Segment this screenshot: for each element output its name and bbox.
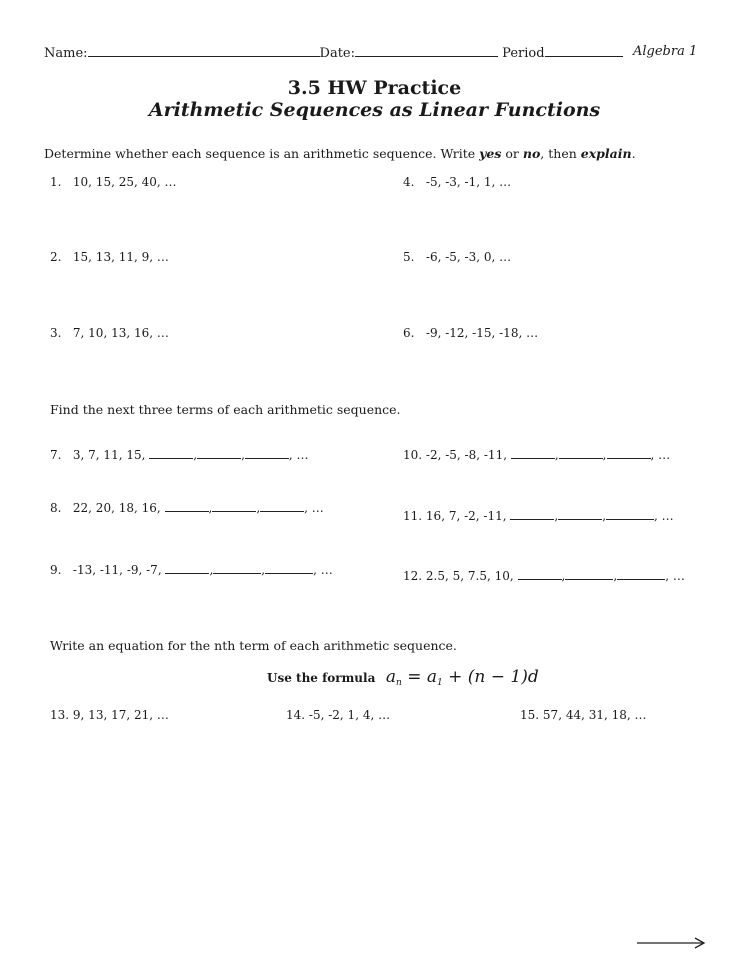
problem-10: 10. -2, -5, -8, -11, , , , … <box>403 448 671 462</box>
problem-1: 1. 10, 15, 25, 40, … <box>50 175 177 189</box>
answer-blank[interactable] <box>510 509 554 520</box>
section3-instruction: Write an equation for the nth term of each arithmetic sequence. <box>50 638 457 653</box>
section1-instruction: Determine whether each sequence is an arithmetic sequence. Write yes or no, then explain. <box>44 146 636 161</box>
answer-blank[interactable] <box>212 501 256 512</box>
period-blank[interactable] <box>545 44 623 57</box>
answer-blank[interactable] <box>518 569 562 580</box>
answer-blank[interactable] <box>165 501 209 512</box>
answer-blank[interactable] <box>213 563 261 574</box>
formula-line <box>267 667 539 688</box>
problem-11: 11. 16, 7, -2, -11, , , , … <box>403 509 674 523</box>
name-field[interactable] <box>44 44 623 61</box>
problem-3: 3. 7, 10, 13, 16, … <box>50 326 169 340</box>
answer-blank[interactable] <box>260 501 304 512</box>
answer-blank[interactable] <box>165 563 209 574</box>
answer-blank[interactable] <box>149 448 193 459</box>
name-blank[interactable] <box>88 44 320 57</box>
next-page-arrow-icon <box>637 936 707 950</box>
problem-2: 2. 15, 13, 11, 9, … <box>50 250 169 264</box>
answer-blank[interactable] <box>559 448 603 459</box>
course-label: Algebra 1 <box>633 44 698 59</box>
period-label: Period <box>502 46 545 61</box>
answer-blank[interactable] <box>565 569 613 580</box>
answer-blank[interactable] <box>558 509 602 520</box>
answer-blank[interactable] <box>245 448 289 459</box>
answer-blank[interactable] <box>617 569 665 580</box>
section2-instruction: Find the next three terms of each arithmetic sequence. <box>50 402 401 417</box>
formula-label: Use the formula <box>267 671 376 685</box>
problem-4: 4. -5, -3, -1, 1, … <box>403 175 512 189</box>
date-blank[interactable] <box>355 44 498 57</box>
problem-6: 6. -9, -12, -15, -18, … <box>403 326 539 340</box>
problem-7: 7. 3, 7, 11, 15, , , , … <box>50 448 309 462</box>
answer-blank[interactable] <box>607 448 651 459</box>
date-label: Date: <box>319 46 356 61</box>
problem-12: 12. 2.5, 5, 7.5, 10, , , , … <box>403 569 685 583</box>
answer-blank[interactable] <box>511 448 555 459</box>
name-label: Name: <box>44 46 88 61</box>
problem-14: 14. -5, -2, 1, 4, … <box>286 708 391 722</box>
page-title: 3.5 HW Practice <box>287 77 462 99</box>
answer-blank[interactable] <box>265 563 313 574</box>
problem-5: 5. -6, -5, -3, 0, … <box>403 250 512 264</box>
problem-9: 9. -13, -11, -9, -7, , , , … <box>50 563 333 577</box>
answer-blank[interactable] <box>197 448 241 459</box>
problem-15: 15. 57, 44, 31, 18, … <box>520 708 647 722</box>
nth-term-formula: $a_n = a_1 + (n - 1)d$ <box>380 667 539 688</box>
problem-13: 13. 9, 13, 17, 21, … <box>50 708 169 722</box>
problem-8: 8. 22, 20, 18, 16, , , , … <box>50 501 324 515</box>
answer-blank[interactable] <box>606 509 654 520</box>
page-subtitle: Arithmetic Sequences as Linear Functions <box>148 99 601 121</box>
